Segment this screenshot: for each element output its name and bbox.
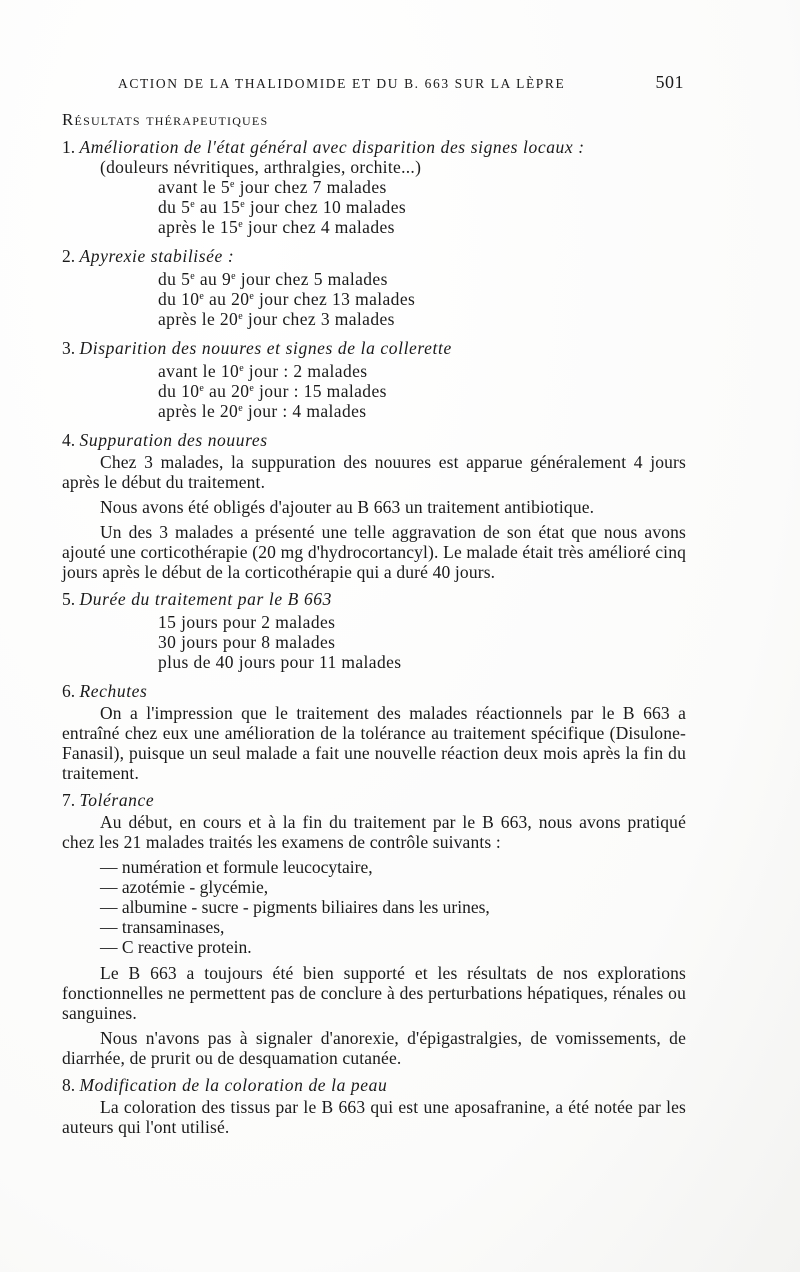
list-item: — albumine - sucre - pigments biliaires dans les urines, bbox=[100, 897, 490, 917]
item-1-heading bbox=[62, 137, 686, 157]
item-title: Apyrexie stabilisée : bbox=[79, 246, 235, 266]
item-8-heading bbox=[62, 1075, 686, 1095]
item-number: 6. bbox=[62, 681, 76, 701]
item-2-heading bbox=[62, 246, 686, 266]
result-line: 30 jours pour 8 malades bbox=[158, 632, 336, 652]
item-title: Durée du traitement par le B 663 bbox=[79, 589, 332, 609]
result-line: avant le 5e jour chez 7 malades bbox=[158, 177, 387, 197]
running-title: ACTION DE LA THALIDOMIDE ET DU B. 663 SUR LA LÈPRE bbox=[118, 76, 566, 91]
list-item: — numération et formule leucocytaire, bbox=[100, 857, 373, 877]
page-number: 501 bbox=[655, 72, 684, 92]
paragraph: Chez 3 malades, la suppuration des nouures est apparue généralement 4 jours après le début du traitement. bbox=[62, 452, 686, 492]
item-number: 2. bbox=[62, 246, 76, 266]
item-title: Rechutes bbox=[79, 681, 148, 701]
item-5-heading bbox=[62, 589, 686, 609]
item-1-lines bbox=[158, 177, 686, 237]
paragraph: La coloration des tissus par le B 663 qui est une aposafranine, a été notée par les auteurs qui l'ont utilisé. bbox=[62, 1097, 686, 1137]
paragraph: Au début, en cours et à la fin du traitement par le B 663, nous avons pratiqué chez les 21 malades traités les examens de contrôle suivants : bbox=[62, 812, 686, 852]
result-line: du 10e au 20e jour chez 13 malades bbox=[158, 289, 416, 309]
item-title: Modification de la coloration de la peau bbox=[79, 1075, 388, 1095]
running-header bbox=[118, 72, 684, 93]
exam-list bbox=[100, 857, 686, 957]
item-4-heading bbox=[62, 430, 686, 450]
result-line: du 5e au 15e jour chez 10 malades bbox=[158, 197, 407, 217]
list-item: — azotémie - glycémie, bbox=[100, 877, 269, 897]
result-line: avant le 10e jour : 2 malades bbox=[158, 361, 368, 381]
item-3-heading bbox=[62, 338, 686, 358]
paragraph: Le B 663 a toujours été bien supporté et les résultats de nos explorations fonctionnelles ne permettent pas de conclure à des perturbations hépatiques, rénales ou sanguines. bbox=[62, 963, 686, 1023]
item-3-lines bbox=[158, 361, 686, 421]
item-6-heading bbox=[62, 681, 686, 701]
item-number: 5. bbox=[62, 589, 76, 609]
item-number: 1. bbox=[62, 137, 76, 157]
result-line: après le 15e jour chez 4 malades bbox=[158, 217, 395, 237]
document-body bbox=[62, 104, 686, 1142]
result-line: plus de 40 jours pour 11 malades bbox=[158, 652, 402, 672]
paragraph: Nous avons été obligés d'ajouter au B 663 un traitement antibiotique. bbox=[100, 497, 595, 517]
result-line: 15 jours pour 2 malades bbox=[158, 612, 336, 632]
paragraph: Un des 3 malades a présenté une telle aggravation de son état que nous avons ajouté une corticothérapie (20 mg d'hydrocortancyl). Le malade était très amélioré cinq jours après le début de la corticothérapie qui a duré 40 jours. bbox=[62, 522, 686, 582]
paragraph: On a l'impression que le traitement des malades réactionnels par le B 663 a entraîné chez eux une amélioration de la tolérance au traitement spécifique (Disulone-Fanasil), puisque un seul malade a fait une nouvelle réaction deux mois après la fin du traitement. bbox=[62, 703, 686, 783]
result-line: après le 20e jour chez 3 malades bbox=[158, 309, 395, 329]
item-1-intro: (douleurs névritiques, arthralgies, orchite...) bbox=[100, 157, 422, 177]
result-line: du 10e au 20e jour : 15 malades bbox=[158, 381, 387, 401]
item-title: Amélioration de l'état général avec disparition des signes locaux : bbox=[79, 137, 585, 157]
item-number: 7. bbox=[62, 790, 76, 810]
item-7-heading bbox=[62, 790, 686, 810]
item-5-lines bbox=[158, 612, 686, 672]
item-number: 8. bbox=[62, 1075, 76, 1095]
list-item: — C reactive protein. bbox=[100, 937, 252, 957]
item-number: 3. bbox=[62, 338, 76, 358]
result-line: après le 20e jour : 4 malades bbox=[158, 401, 367, 421]
result-line: du 5e au 9e jour chez 5 malades bbox=[158, 269, 388, 289]
item-title: Tolérance bbox=[79, 790, 155, 810]
item-number: 4. bbox=[62, 430, 76, 450]
list-item: — transaminases, bbox=[100, 917, 225, 937]
section-title: Résultats thérapeutiques bbox=[62, 110, 269, 129]
paragraph: Nous n'avons pas à signaler d'anorexie, d'épigastralgies, de vomissements, de diarrhée, de prurit ou de desquamation cutanée. bbox=[62, 1028, 686, 1068]
item-title: Suppuration des nouures bbox=[79, 430, 268, 450]
item-2-lines bbox=[158, 269, 686, 329]
item-title: Disparition des nouures et signes de la collerette bbox=[79, 338, 452, 358]
